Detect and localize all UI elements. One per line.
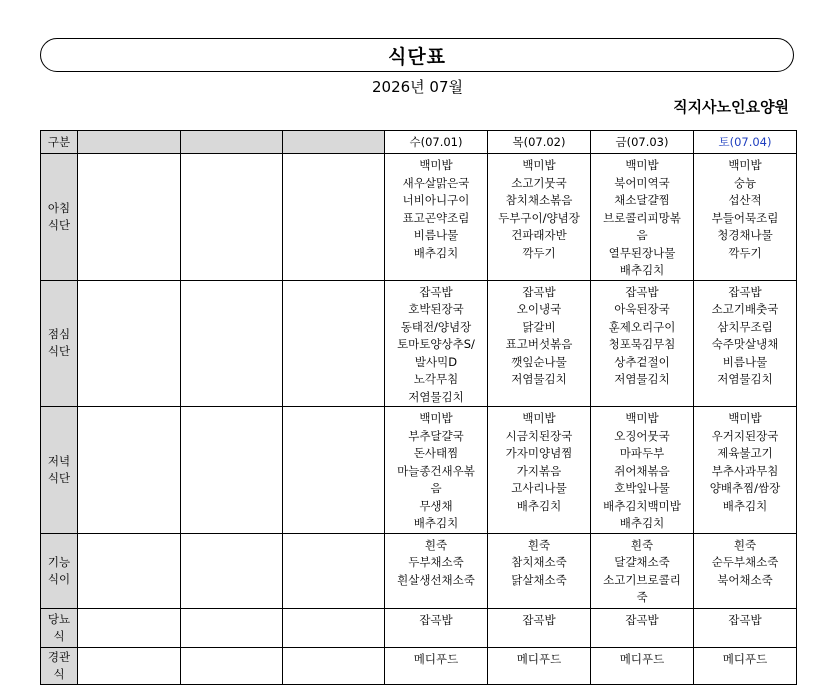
menu-item: 흰죽	[424, 537, 448, 552]
menu-cell	[591, 154, 694, 281]
menu-cell	[591, 407, 694, 534]
meal-row-dinner	[41, 407, 797, 534]
menu-item: 잡곡밥	[728, 284, 762, 299]
menu-item: 호박잎나물	[614, 481, 670, 495]
row-label-line: 점심	[47, 327, 71, 342]
menu-item: 오징어뭇국	[614, 428, 670, 443]
menu-item: 표고곤약조림	[402, 210, 470, 225]
meal-row-diabetic	[41, 608, 797, 647]
meal-row-lunch	[41, 280, 797, 407]
menu-item: 숙주맛살냉채	[711, 337, 779, 351]
menu-item: 백미밥	[625, 158, 659, 172]
menu-item: 무생채	[419, 498, 453, 513]
menu-cell	[488, 154, 591, 281]
menu-cell	[591, 280, 694, 407]
menu-item: 섭산적	[728, 193, 762, 207]
row-label-line: 식단	[47, 217, 71, 232]
menu-item: 잡곡밥	[728, 612, 762, 627]
row-label-line: 식	[53, 666, 65, 681]
menu-item: 새우살맑은국	[402, 175, 470, 190]
menu-item: 메디푸드	[619, 651, 665, 666]
menu-table	[40, 130, 797, 685]
empty-cell	[181, 280, 283, 407]
menu-cell	[385, 533, 488, 608]
menu-item: 상추겉절이	[614, 354, 670, 369]
menu-cell	[694, 533, 797, 608]
menu-cell	[694, 608, 797, 647]
menu-item: 가지볶음	[516, 463, 562, 478]
facility-name: 직지사노인요양원	[673, 98, 789, 116]
menu-cell	[385, 647, 488, 684]
row-label-breakfast	[41, 154, 78, 281]
empty-cell	[283, 407, 385, 534]
empty-cell	[181, 647, 283, 684]
menu-item: 백미밥	[728, 411, 762, 425]
menu-item: 깍두기	[728, 245, 762, 260]
meal-row-functional	[41, 533, 797, 608]
menu-item: 마늘종건새우볶	[397, 463, 475, 478]
menu-item: 시금치된장국	[505, 428, 573, 443]
menu-cell	[694, 154, 797, 281]
menu-item: 쥐어채볶음	[614, 463, 670, 478]
empty-cell	[181, 407, 283, 534]
menu-item: 배추김치	[722, 498, 768, 513]
menu-item: 고사리나물	[511, 481, 567, 495]
menu-item: 음	[636, 228, 648, 242]
menu-cell	[694, 407, 797, 534]
menu-cell	[694, 280, 797, 407]
menu-item: 발사믹D	[414, 354, 458, 369]
menu-item: 돈사태찜	[413, 446, 459, 460]
menu-item: 가자미양념찜	[505, 446, 573, 460]
menu-item: 배추김치	[413, 245, 459, 260]
menu-cell	[488, 533, 591, 608]
empty-cell	[283, 608, 385, 647]
empty-cell	[283, 280, 385, 407]
menu-item: 제육불고기	[717, 446, 773, 460]
menu-item: 닭살채소죽	[511, 572, 567, 587]
row-label-line: 저녁	[47, 453, 71, 468]
menu-item: 백미밥	[522, 158, 556, 172]
menu-title	[40, 38, 794, 72]
header-day-wed: 수(07.01)	[385, 131, 488, 154]
menu-item: 저염물김치	[408, 389, 464, 404]
header-day-fri: 금(07.03)	[591, 131, 694, 154]
menu-cell	[488, 280, 591, 407]
menu-item: 청포묵김무침	[608, 337, 676, 351]
menu-item: 메디푸드	[722, 651, 768, 666]
menu-item: 메디푸드	[413, 651, 459, 666]
menu-item: 두부채소죽	[408, 555, 464, 569]
menu-item: 흰죽	[733, 537, 757, 552]
menu-item: 깍두기	[522, 245, 556, 260]
empty-cell	[78, 154, 181, 281]
row-label-line: 당뇨	[47, 611, 71, 626]
menu-item: 잡곡밥	[419, 612, 453, 627]
menu-item: 아욱된장국	[614, 302, 670, 316]
row-label-functional	[41, 533, 78, 608]
empty-cell	[283, 154, 385, 281]
row-label-diabetic	[41, 608, 78, 647]
menu-item: 소고기브로콜리	[603, 572, 681, 587]
menu-cell	[385, 154, 488, 281]
menu-item: 배추김치	[516, 498, 562, 513]
menu-item: 달걀채소죽	[614, 555, 670, 569]
menu-item: 호박된장국	[408, 302, 464, 316]
menu-cell	[488, 407, 591, 534]
menu-item: 배추김치	[619, 516, 665, 530]
menu-cell	[591, 608, 694, 647]
menu-cell	[488, 608, 591, 647]
header-label-cell	[41, 131, 78, 154]
menu-item: 배추김치	[413, 516, 459, 530]
menu-item: 열무된장나물	[608, 245, 676, 260]
menu-item: 표고버섯볶음	[505, 337, 573, 351]
menu-title-text: 식단표	[387, 45, 447, 68]
menu-item: 죽	[636, 590, 648, 604]
header-empty-cell	[181, 131, 283, 154]
menu-item: 비름나물	[413, 228, 459, 242]
menu-item: 부들어묵조림	[711, 210, 779, 225]
menu-cell	[591, 533, 694, 608]
menu-item: 닭갈비	[522, 319, 556, 334]
menu-item: 북어채소죽	[717, 572, 773, 587]
menu-item: 채소달걀찜	[614, 193, 670, 207]
menu-cell	[694, 647, 797, 684]
row-label-lunch	[41, 280, 78, 407]
meal-row-breakfast	[41, 154, 797, 281]
menu-item: 너비아니구이	[402, 193, 470, 207]
menu-item: 저염물김치	[614, 372, 670, 386]
menu-item: 참치채소볶음	[505, 193, 573, 207]
menu-item: 우거지된장국	[711, 428, 779, 443]
menu-item: 잡곡밥	[522, 612, 556, 627]
empty-cell	[181, 533, 283, 608]
empty-cell	[283, 647, 385, 684]
menu-item: 배추김치	[619, 263, 665, 277]
menu-item: 브로콜리피망볶	[603, 210, 681, 225]
menu-item: 소고기배춧국	[711, 302, 779, 316]
menu-item: 토마토양상추S/	[397, 337, 475, 351]
empty-cell	[78, 533, 181, 608]
menu-month: 2026년 07월	[371, 78, 463, 96]
row-label-tube	[41, 647, 78, 684]
menu-item: 참치채소죽	[511, 555, 567, 569]
empty-cell	[78, 280, 181, 407]
menu-item: 메디푸드	[516, 651, 562, 666]
menu-item: 건파래자반	[511, 228, 567, 242]
row-label-line: 경관	[47, 649, 71, 664]
menu-item: 비름나물	[722, 354, 768, 369]
menu-item: 훈제오리구이	[608, 319, 676, 334]
menu-item: 백미밥	[419, 411, 453, 425]
menu-item: 백미밥	[419, 158, 453, 172]
menu-item: 저염물김치	[511, 372, 567, 386]
menu-item: 노각무침	[413, 372, 459, 386]
header-label: 구분	[47, 135, 71, 149]
menu-item: 음	[430, 481, 442, 495]
menu-item: 삼치무조림	[717, 319, 773, 334]
row-label-line: 아침	[47, 200, 71, 215]
menu-item: 흰죽	[630, 537, 654, 552]
menu-item: 북어미역국	[614, 175, 670, 190]
menu-cell	[385, 280, 488, 407]
menu-item: 숭늉	[733, 175, 757, 190]
empty-cell	[78, 608, 181, 647]
menu-item: 마파두부	[619, 446, 665, 460]
menu-item: 잡곡밥	[625, 612, 659, 627]
menu-item: 백미밥	[728, 158, 762, 172]
menu-item: 부추달걀국	[408, 428, 464, 443]
menu-item: 배추김치백미밥	[603, 498, 681, 513]
menu-cell	[488, 647, 591, 684]
row-label-line: 기능	[47, 554, 71, 569]
empty-cell	[181, 608, 283, 647]
menu-item: 흰죽	[527, 537, 551, 552]
header-day-thu: 목(07.02)	[488, 131, 591, 154]
header-day-sat: 토(07.04)	[694, 131, 797, 154]
menu-cell	[385, 407, 488, 534]
menu-item: 동태전/양념장	[400, 319, 472, 334]
menu-item: 잡곡밥	[625, 284, 659, 299]
menu-item: 잡곡밥	[522, 284, 556, 299]
menu-item: 백미밥	[625, 411, 659, 425]
menu-item: 깻잎순나물	[511, 354, 567, 369]
row-label-line: 식단	[47, 470, 71, 485]
menu-item: 순두부채소죽	[711, 555, 779, 569]
row-label-line: 식단	[47, 344, 71, 359]
header-empty-cell	[283, 131, 385, 154]
header-row	[41, 131, 797, 154]
menu-item: 백미밥	[522, 411, 556, 425]
menu-cell	[591, 647, 694, 684]
meal-row-tube	[41, 647, 797, 684]
menu-item: 잡곡밥	[419, 284, 453, 299]
menu-item: 부추사과무침	[711, 463, 779, 478]
empty-cell	[78, 407, 181, 534]
menu-item: 소고기뭇국	[511, 175, 567, 190]
menu-item: 저염물김치	[717, 372, 773, 386]
menu-cell	[385, 608, 488, 647]
menu-item: 흰살생선채소죽	[397, 572, 475, 587]
empty-cell	[283, 533, 385, 608]
menu-item: 양배추찜/쌈장	[709, 481, 781, 495]
menu-item: 청경채나물	[717, 228, 773, 242]
row-label-line: 식	[53, 628, 65, 643]
header-empty-cell	[78, 131, 181, 154]
menu-item: 두부구이/양념장	[498, 210, 580, 225]
menu-item: 오이냉국	[516, 302, 562, 316]
empty-cell	[78, 647, 181, 684]
empty-cell	[181, 154, 283, 281]
row-label-line: 식이	[47, 571, 71, 586]
row-label-dinner	[41, 407, 78, 534]
